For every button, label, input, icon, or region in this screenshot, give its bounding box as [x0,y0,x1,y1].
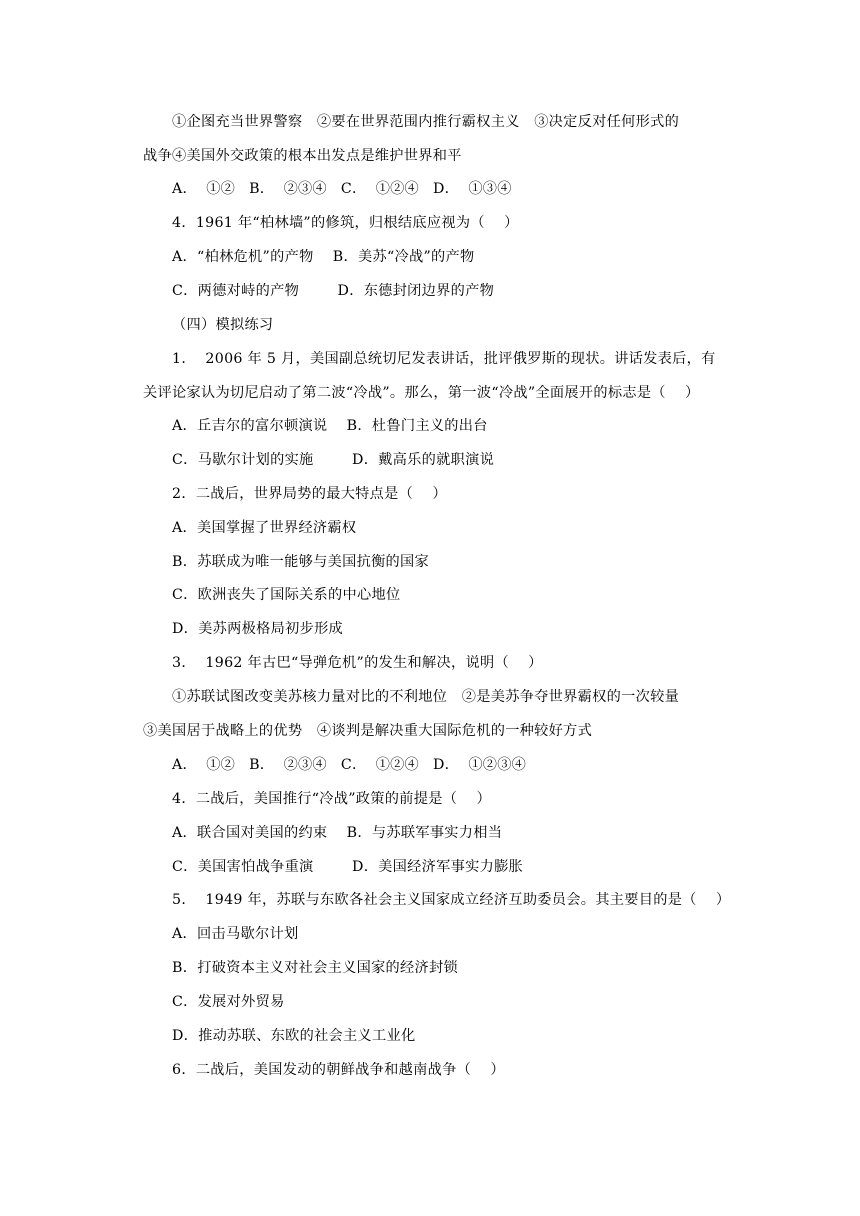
question-heading: 4．1961 年“柏林墙”的修筑，归根结底应视为（ ） [172,215,519,231]
answer-options: C．美国害怕战争重演 D．美国经济军事实力膨胀 [172,859,524,875]
answer-options: C．两德对峙的产物 D．东德封闭边界的产物 [172,283,495,299]
answer-option: B．苏联成为唯一能够与美国抗衡的国家 [172,554,430,570]
question-heading: 2．二战后，世界局势的最大特点是（ ） [172,486,447,502]
answer-options: A．丘吉尔的富尔顿演说 B．杜鲁门主义的出台 [172,418,488,434]
answer-options: A．“柏林危机”的产物 B．美苏“冷战”的产物 [172,249,475,265]
question-heading: 3． 1962 年古巴“导弹危机”的发生和解决，说明（ ） [172,655,543,671]
answer-option: A．美国掌握了世界经济霸权 [172,520,357,536]
text-line: ①苏联试图改变美苏核力量对比的不利地位 ②是美苏争夺世界霸权的一次较量 [172,689,680,705]
answer-option: A．回击马歇尔计划 [172,926,299,942]
question-heading: 4．二战后，美国推行“冷战”政策的前提是（ ） [172,791,491,807]
text-line: 战争④美国外交政策的根本出发点是维护世界和平 [143,148,462,164]
section-heading: （四）模拟练习 [172,317,274,333]
answer-option: C．发展对外贸易 [172,994,285,1010]
text-line: 关评论家认为切尼启动了第二波“冷战”。那么，第一波“冷战”全面展开的标志是（ ） [143,385,700,401]
question-heading: 5． 1949 年，苏联与东欧各社会主义国家成立经济互助委员会。其主要目的是（ ） [172,892,731,908]
answer-option: B．打破资本主义对社会主义国家的经济封锁 [172,960,458,976]
answer-options: A． ①② B． ②③④ C． ①②④ D． ①③④ [172,181,512,197]
answer-options: A．联合国对美国的约束 B．与苏联军事实力相当 [172,825,503,841]
text-line: ①企图充当世界警察 ②要在世界范围内推行霸权主义 ③决定反对任何形式的 [172,114,680,130]
question-heading: 1． 2006 年 5 月，美国副总统切尼发表讲话，批评俄罗斯的现状。讲话发表后，有 [172,351,716,367]
answer-options: C．马歇尔计划的实施 D．戴高乐的就职演说 [172,452,495,468]
answer-option: D．推动苏联、东欧的社会主义工业化 [172,1028,416,1044]
question-heading: 6．二战后，美国发动的朝鲜战争和越南战争（ ） [172,1062,505,1078]
answer-option: D．美苏两极格局初步形成 [172,621,344,637]
answer-option: C．欧洲丧失了国际关系的中心地位 [172,587,401,603]
text-line: ③美国居于战略上的优势 ④谈判是解决重大国际危机的一种较好方式 [143,723,593,739]
answer-options: A． ①② B． ②③④ C． ①②④ D． ①②③④ [172,757,526,773]
